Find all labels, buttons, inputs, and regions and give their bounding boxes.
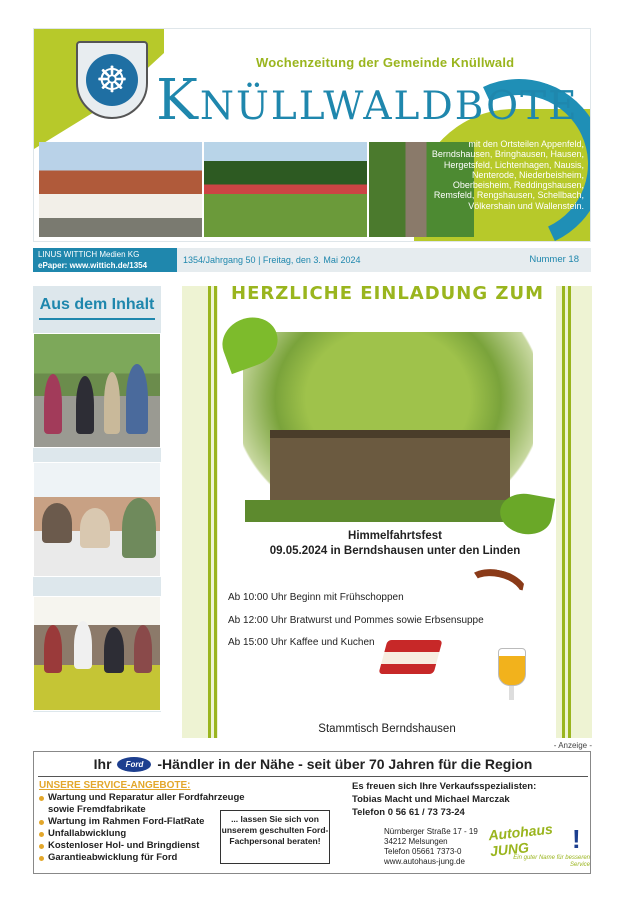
list-item: sowie Fremdfabrikate <box>48 804 146 815</box>
schedule-item: Ab 15:00 Uhr Kaffee und Kuchen <box>228 637 375 648</box>
ad-headline-post: -Händler in der Nähe - seit über 70 Jahren für die Region <box>157 756 533 772</box>
logo-tagline: Ein guter Name für besseren Service <box>513 855 590 868</box>
masthead-header <box>33 28 591 242</box>
dealer-advertisement[interactable] <box>33 751 591 874</box>
autohaus-jung-logo: Autohaus JUNG <box>487 820 554 860</box>
list-item: Wartung im Rahmen Ford-FlatRate <box>39 816 245 828</box>
ad-divider <box>38 776 588 777</box>
header-subtitle: Wochenzeitung der Gemeinde Knüllwald <box>256 55 515 70</box>
issue-info: 1354/Jahrgang 50 | Freitag, den 3. Mai 2024 <box>177 248 591 272</box>
sales-contact <box>352 780 536 819</box>
photo-half-timbered-houses <box>39 142 202 237</box>
village-list: mit den Ortsteilen Appenfeld, Berndshausen, Bringhausen, Hausen, Hergetsfeld, Lichtenhagen, Nausis, Nenterode, Niederbeisheim, Oberbeisheim, Reddingshausen, Remsfeld, Rengshausen, Schellbach, Völkershain und Wallenstein. <box>431 139 584 211</box>
dealer-address <box>384 827 478 867</box>
invitation-line <box>208 286 211 738</box>
service-title: UNSERE SERVICE-ANGEBOTE: <box>39 780 191 791</box>
address-street: Nürnberger Straße 17 - 19 <box>384 827 478 836</box>
contents-underline <box>39 318 155 320</box>
invitation-line <box>568 286 571 738</box>
event-date-place: 09.05.2024 in Berndshausen unter den Linden <box>269 545 521 557</box>
address-phone: Telefon 05661 7373-0 <box>384 847 462 856</box>
photo-village-valley <box>204 142 367 237</box>
schedule-item: Ab 12:00 Uhr Bratwurst und Pommes sowie Erbsensuppe <box>228 615 484 626</box>
publisher-box <box>33 248 177 272</box>
invitation-line <box>214 286 217 738</box>
grass-strip <box>245 500 533 522</box>
beer-glass-stem <box>509 686 514 700</box>
beer-glass-icon <box>498 648 526 686</box>
advice-callout: ... lassen Sie sich von unserem geschulten Ford-Fachpersonal beraten! <box>220 810 330 864</box>
contents-photo-workshop[interactable] <box>33 596 161 711</box>
coat-of-arms-icon: ☸ <box>76 41 148 119</box>
contents-photo-hikers[interactable] <box>33 333 161 448</box>
sales-phone: Telefon 0 56 61 / 73 73-24 <box>352 807 465 818</box>
list-item: Kostenloser Hol- und Bringdienst <box>39 840 245 852</box>
list-item: Wartung und Reparatur aller Fordfahrzeuge <box>39 792 245 804</box>
event-name: Himmelfahrtsfest <box>348 530 442 542</box>
invitation-border-left <box>182 286 218 738</box>
host-name: Stammtisch Berndshausen <box>318 723 456 735</box>
service-list <box>39 792 245 864</box>
ad-headline-pre: Ihr <box>93 756 112 772</box>
list-item: Unfallabwicklung <box>39 828 245 840</box>
publisher-name: LINUS WITTICH Medien KG <box>38 250 140 259</box>
contents-sidebar <box>33 286 161 712</box>
ad-label: - Anzeige - <box>553 741 592 750</box>
contents-photo-group-table[interactable] <box>33 462 161 577</box>
wooden-shelter <box>270 430 510 500</box>
invitation-title: HERZLICHE EINLADUNG ZUM <box>231 283 544 304</box>
sales-intro: Es freuen sich Ihre Verkaufsspezialisten: <box>352 781 537 792</box>
ad-headline <box>34 756 592 772</box>
address-city: 34212 Melsungen <box>384 837 448 846</box>
ford-logo-icon: Ford <box>117 757 151 772</box>
invitation-line <box>562 286 565 738</box>
info-bar <box>33 248 591 272</box>
exclamation-icon: ! <box>572 824 581 854</box>
list-item: Garantieabwicklung für Ford <box>39 852 245 864</box>
address-website[interactable]: www.autohaus-jung.de <box>384 857 465 866</box>
contents-title: Aus dem Inhalt <box>39 296 155 313</box>
newspaper-title: Knüllwaldbote <box>156 68 579 133</box>
schedule-item: Ab 10:00 Uhr Beginn mit Frühschoppen <box>228 592 404 603</box>
cake-icon <box>378 640 442 674</box>
sales-names: Tobias Macht und Michael Marczak <box>352 794 510 805</box>
issue-number: Nummer 18 <box>529 254 579 265</box>
epaper-link[interactable]: ePaper: www.wittich.de/1354 <box>38 261 148 270</box>
